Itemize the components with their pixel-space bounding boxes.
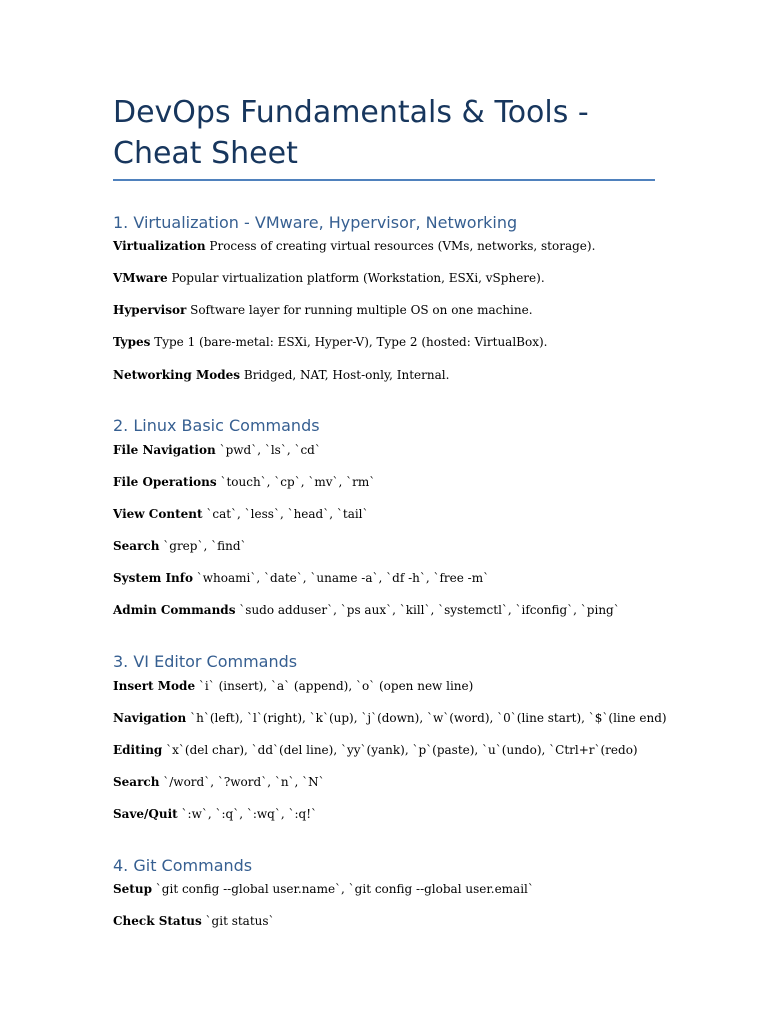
item-text: `sudo adduser`, `ps aux`, `kill`, `systemctl`, `ifconfig`, `ping` <box>239 603 620 617</box>
section-heading-git-commands: 4. Git Commands <box>113 856 253 875</box>
item-term: Editing <box>113 743 163 757</box>
section-heading-linux-commands: 2. Linux Basic Commands <box>113 416 320 435</box>
item-term: Types <box>113 335 151 349</box>
item-term: Navigation <box>113 711 187 725</box>
item-text: `grep`, `find` <box>163 539 247 553</box>
section-heading-virtualization: 1. Virtualization - VMware, Hypervisor, Networking <box>113 213 518 232</box>
item-view-content <box>113 505 369 523</box>
item-text: `:w`, `:q`, `:wq`, `:q!` <box>181 807 318 821</box>
item-term: Insert Mode <box>113 679 196 693</box>
item-vi-search <box>113 773 325 791</box>
item-virtualization <box>113 237 595 255</box>
item-insert-mode <box>113 677 473 695</box>
item-file-navigation <box>113 441 321 459</box>
item-term: Search <box>113 539 160 553</box>
item-text: `cat`, `less`, `head`, `tail` <box>206 507 369 521</box>
item-text: `whoami`, `date`, `uname -a`, `df -h`, `free -m` <box>196 571 490 585</box>
section-heading-vi-editor: 3. VI Editor Commands <box>113 652 298 671</box>
item-term: Setup <box>113 882 152 896</box>
item-admin-commands <box>113 601 620 619</box>
item-setup <box>113 880 534 898</box>
item-vmware <box>113 269 545 287</box>
item-term: Networking Modes <box>113 368 241 382</box>
item-text: `git config --global user.name`, `git config --global user.email` <box>155 882 534 896</box>
item-save-quit <box>113 805 317 823</box>
item-term: View Content <box>113 507 203 521</box>
item-file-operations <box>113 473 375 491</box>
item-term: File Navigation <box>113 443 216 457</box>
item-hypervisor <box>113 301 533 319</box>
item-term: VMware <box>113 271 168 285</box>
item-networking-modes <box>113 366 449 384</box>
item-text: Process of creating virtual resources (VMs, networks, storage). <box>209 239 596 253</box>
item-term: Check Status <box>113 914 202 928</box>
item-types <box>113 333 547 351</box>
item-term: Save/Quit <box>113 807 178 821</box>
item-text: Bridged, NAT, Host-only, Internal. <box>243 368 450 382</box>
item-text: Software layer for running multiple OS on one machine. <box>190 303 533 317</box>
item-term: Virtualization <box>113 239 206 253</box>
item-text: `i` (insert), `a` (append), `o` (open new line) <box>198 679 474 693</box>
item-check-status <box>113 912 275 930</box>
item-navigation <box>113 709 667 727</box>
item-term: File Operations <box>113 475 217 489</box>
title-underline-rule <box>113 179 655 181</box>
item-text: `h`(left), `l`(right), `k`(up), `j`(down), `w`(word), `0`(line start), `$`(line end) <box>190 711 667 725</box>
item-text: `touch`, `cp`, `mv`, `rm` <box>220 475 376 489</box>
item-text: `/word`, `?word`, `n`, `N` <box>163 775 325 789</box>
item-term: Hypervisor <box>113 303 187 317</box>
item-editing <box>113 741 638 759</box>
item-text: `git status` <box>205 914 275 928</box>
item-text: Type 1 (bare-metal: ESXi, Hyper-V), Type 2 (hosted: VirtualBox). <box>154 335 548 349</box>
item-term: Search <box>113 775 160 789</box>
item-text: `pwd`, `ls`, `cd` <box>219 443 321 457</box>
page-title: DevOps Fundamentals & Tools - Cheat Sheet <box>113 95 589 171</box>
item-search <box>113 537 247 555</box>
item-text: Popular virtualization platform (Workstation, ESXi, vSphere). <box>171 271 545 285</box>
item-term: System Info <box>113 571 193 585</box>
item-system-info <box>113 569 489 587</box>
item-text: `x`(del char), `dd`(del line), `yy`(yank), `p`(paste), `u`(undo), `Ctrl+r`(redo) <box>166 743 638 757</box>
item-term: Admin Commands <box>113 603 236 617</box>
